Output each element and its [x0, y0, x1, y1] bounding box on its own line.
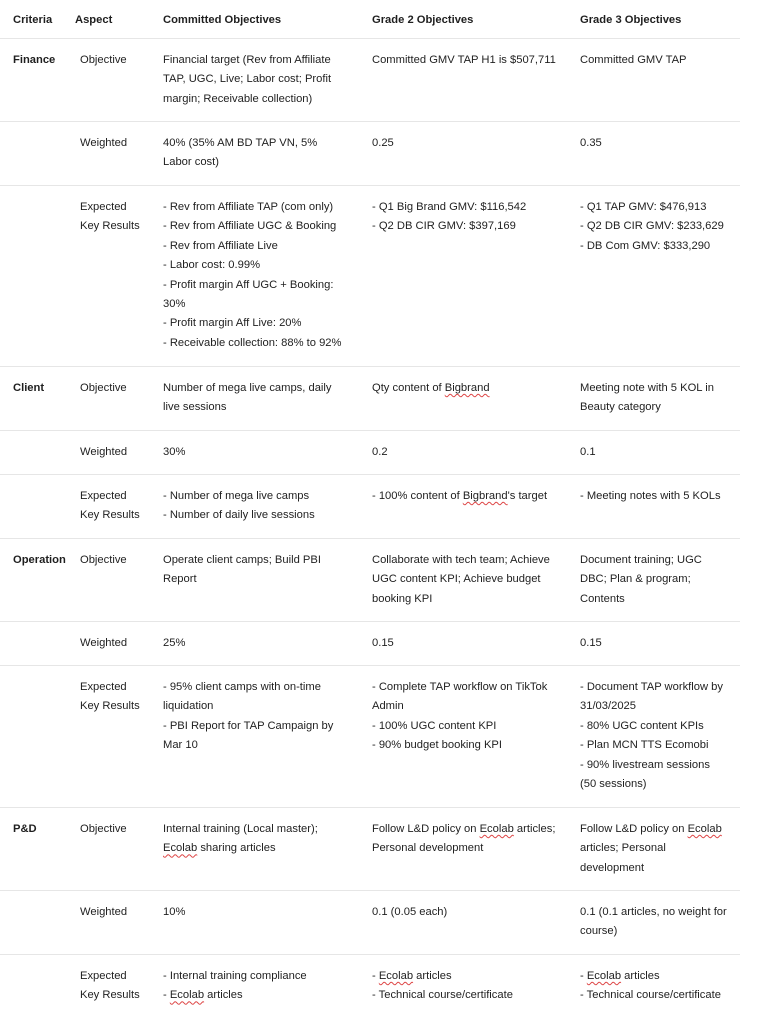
grade3-cell: [580, 379, 745, 418]
cell-line: TAP, UGC, Live; Labor cost; Profit: [163, 73, 332, 86]
cell-line: Client: [13, 382, 45, 394]
cell-line: Committed GMV TAP: [580, 54, 687, 66]
cell-line: - Ecolab articles: [372, 970, 452, 982]
grade2-cell: [372, 379, 572, 398]
cell-line: Personal development: [372, 842, 484, 855]
table-header: [0, 11, 740, 39]
cell-line: Beauty category: [580, 401, 661, 414]
cell-line: Follow L&D policy on Ecolab articles;: [372, 823, 556, 835]
cell-line: - 100% UGC content KPI: [372, 719, 497, 732]
grade2-cell: [372, 487, 572, 506]
cell-line: margin; Receivable collection): [163, 92, 313, 105]
cell-line: Collaborate with tech team; Achieve: [372, 554, 550, 566]
grade3-cell: [580, 903, 745, 942]
cell-line: DBC; Plan & program;: [580, 573, 691, 586]
cell-line: liquidation: [163, 700, 214, 713]
header-grade3-objectives: Grade 3 Objectives: [580, 14, 682, 26]
grade3-cell: [580, 134, 745, 153]
cell-line: Expected: [80, 490, 127, 502]
criteria-cell: [13, 51, 75, 70]
cell-line: 0.1 (0.1 articles, no weight for: [580, 906, 727, 918]
cell-line: 0.35: [580, 137, 602, 149]
header-grade2-objectives: Grade 2 Objectives: [372, 14, 474, 26]
cell-line: - Number of mega live camps: [163, 490, 310, 502]
cell-line: - Rev from Affiliate TAP (com only): [163, 201, 334, 213]
grade2-cell: [372, 134, 572, 153]
cell-line: 40% (35% AM BD TAP VN, 5%: [163, 137, 318, 149]
cell-line: Financial target (Rev from Affiliate: [163, 54, 331, 66]
table-row: [0, 430, 740, 475]
table-row: [0, 954, 740, 1024]
grade3-cell: [580, 198, 745, 256]
table-row: [0, 121, 740, 186]
cell-line: P&D: [13, 823, 37, 835]
grade2-cell: [372, 967, 572, 1006]
cell-line: - Ecolab articles: [163, 989, 243, 1002]
cell-line: - Profit margin Aff UGC + Booking:: [163, 278, 334, 291]
cell-line: Document training; UGC: [580, 554, 702, 566]
cell-line: Follow L&D policy on Ecolab: [580, 823, 722, 835]
cell-line: 31/03/2025: [580, 700, 636, 713]
cell-line: - Plan MCN TTS Ecomobi: [580, 739, 709, 752]
table-row: [0, 890, 740, 955]
grade2-cell: [372, 820, 572, 859]
table-row: [0, 665, 740, 808]
cell-line: - Ecolab articles: [580, 970, 660, 982]
cell-line: 30%: [163, 446, 186, 458]
committed-cell: [163, 379, 363, 418]
cell-line: 0.2: [372, 446, 388, 458]
cell-line: Qty content of Bigbrand: [372, 382, 490, 394]
cell-line: 0.15: [372, 637, 394, 649]
cell-line: 25%: [163, 637, 186, 649]
cell-line: - Labor cost: 0.99%: [163, 259, 261, 272]
grade3-cell: [580, 967, 745, 1006]
cell-line: - 90% livestream sessions: [580, 758, 710, 771]
cell-line: - Rev from Affiliate Live: [163, 239, 278, 252]
aspect-cell: [80, 198, 158, 237]
grade3-cell: [580, 51, 745, 70]
aspect-cell: [80, 967, 158, 1006]
cell-line: Key Results: [80, 220, 140, 233]
criteria-cell: [13, 820, 75, 839]
committed-cell: [163, 551, 363, 590]
aspect-cell: [80, 51, 158, 70]
committed-cell: [163, 443, 363, 462]
cell-line: 0.15: [580, 637, 602, 649]
cell-line: Committed GMV TAP H1 is $507,711: [372, 54, 556, 66]
table-row: [0, 474, 740, 539]
grade3-cell: [580, 634, 745, 653]
criteria-cell: [13, 379, 75, 398]
committed-cell: [163, 51, 363, 109]
cell-line: Operation: [13, 554, 66, 566]
grade3-cell: [580, 678, 745, 794]
grade3-cell: [580, 551, 745, 609]
cell-line: booking KPI: [372, 592, 433, 605]
cell-line: - 90% budget booking KPI: [372, 739, 502, 752]
cell-line: - Technical course/certificate: [580, 989, 721, 1002]
committed-cell: [163, 820, 363, 859]
aspect-cell: [80, 487, 158, 526]
cell-line: - PBI Report for TAP Campaign by: [163, 719, 334, 732]
cell-line: Weighted: [80, 906, 128, 918]
cell-line: Key Results: [80, 509, 140, 522]
cell-line: Internal training (Local master);: [163, 823, 318, 835]
cell-line: - Q1 Big Brand GMV: $116,542: [372, 201, 527, 213]
aspect-cell: [80, 134, 158, 153]
cell-line: - 95% client camps with on-time: [163, 681, 321, 693]
grade3-cell: [580, 820, 745, 878]
committed-cell: [163, 198, 363, 353]
committed-cell: [163, 967, 363, 1006]
cell-line: UGC content KPI; Achieve budget: [372, 573, 541, 586]
cell-line: - Rev from Affiliate UGC & Booking: [163, 220, 337, 233]
grade3-cell: [580, 487, 745, 506]
aspect-cell: [80, 551, 158, 570]
grade2-cell: [372, 51, 572, 70]
cell-line: Objective: [80, 554, 127, 566]
cell-line: live sessions: [163, 401, 227, 414]
cell-line: Report: [163, 573, 197, 586]
cell-line: Objective: [80, 54, 127, 66]
aspect-cell: [80, 634, 158, 653]
aspect-cell: [80, 678, 158, 717]
grade2-cell: [372, 443, 572, 462]
grade2-cell: [372, 551, 572, 609]
cell-line: Operate client camps; Build PBI: [163, 554, 321, 566]
grade3-cell: [580, 443, 745, 462]
table-row: [0, 185, 740, 367]
committed-cell: [163, 134, 363, 173]
committed-cell: [163, 634, 363, 653]
header-aspect: Aspect: [75, 14, 113, 26]
aspect-cell: [80, 379, 158, 398]
aspect-cell: [80, 820, 158, 839]
committed-cell: [163, 678, 363, 756]
cell-line: (50 sessions): [580, 778, 647, 791]
cell-line: - Q2 DB CIR GMV: $397,169: [372, 220, 516, 233]
cell-line: Admin: [372, 700, 404, 713]
cell-line: Weighted: [80, 637, 128, 649]
cell-line: 10%: [163, 906, 186, 918]
committed-cell: [163, 487, 363, 526]
cell-line: Contents: [580, 592, 625, 605]
cell-line: 0.1: [580, 446, 596, 458]
cell-line: - Receivable collection: 88% to 92%: [163, 336, 342, 349]
cell-line: - 80% UGC content KPIs: [580, 719, 704, 732]
cell-line: 0.1 (0.05 each): [372, 906, 448, 918]
grade2-cell: [372, 903, 572, 922]
cell-line: - Number of daily live sessions: [163, 509, 315, 522]
cell-line: articles; Personal: [580, 842, 666, 855]
cell-line: - Q2 DB CIR GMV: $233,629: [580, 220, 724, 233]
cell-line: - Internal training compliance: [163, 970, 307, 982]
criteria-cell: [13, 551, 75, 570]
header-committed-objectives: Committed Objectives: [163, 14, 282, 26]
cell-line: - 100% content of Bigbrand's target: [372, 490, 548, 502]
aspect-cell: [80, 903, 158, 922]
table-row: [0, 538, 740, 622]
aspect-cell: [80, 443, 158, 462]
cell-line: Objective: [80, 823, 127, 835]
cell-line: - Complete TAP workflow on TikTok: [372, 681, 548, 693]
cell-line: course): [580, 925, 618, 938]
cell-line: - Q1 TAP GMV: $476,913: [580, 201, 707, 213]
cell-line: Weighted: [80, 446, 128, 458]
cell-line: Expected: [80, 201, 127, 213]
cell-line: Mar 10: [163, 739, 198, 752]
cell-line: Key Results: [80, 700, 140, 713]
cell-line: Number of mega live camps, daily: [163, 382, 332, 394]
grade2-cell: [372, 198, 572, 237]
cell-line: - Meeting notes with 5 KOLs: [580, 490, 721, 502]
grade2-cell: [372, 634, 572, 653]
grade2-cell: [372, 678, 572, 756]
cell-line: Labor cost): [163, 156, 219, 169]
cell-line: 0.25: [372, 137, 394, 149]
table-row: [0, 366, 740, 431]
cell-line: - Document TAP workflow by: [580, 681, 723, 693]
table-row: [0, 38, 740, 122]
committed-cell: [163, 903, 363, 922]
cell-line: 30%: [163, 298, 186, 311]
header-criteria: Criteria: [13, 14, 53, 26]
cell-line: Weighted: [80, 137, 128, 149]
cell-line: development: [580, 861, 645, 874]
table-row: [0, 621, 740, 666]
cell-line: Key Results: [80, 989, 140, 1002]
cell-line: Finance: [13, 54, 56, 66]
cell-line: - Profit margin Aff Live: 20%: [163, 317, 302, 330]
cell-line: Expected: [80, 681, 127, 693]
cell-line: - DB Com GMV: $333,290: [580, 239, 711, 252]
cell-line: Objective: [80, 382, 127, 394]
cell-line: Expected: [80, 970, 127, 982]
table-row: [0, 807, 740, 891]
cell-line: Ecolab sharing articles: [163, 842, 276, 855]
cell-line: Meeting note with 5 KOL in: [580, 382, 714, 394]
cell-line: - Technical course/certificate: [372, 989, 513, 1002]
